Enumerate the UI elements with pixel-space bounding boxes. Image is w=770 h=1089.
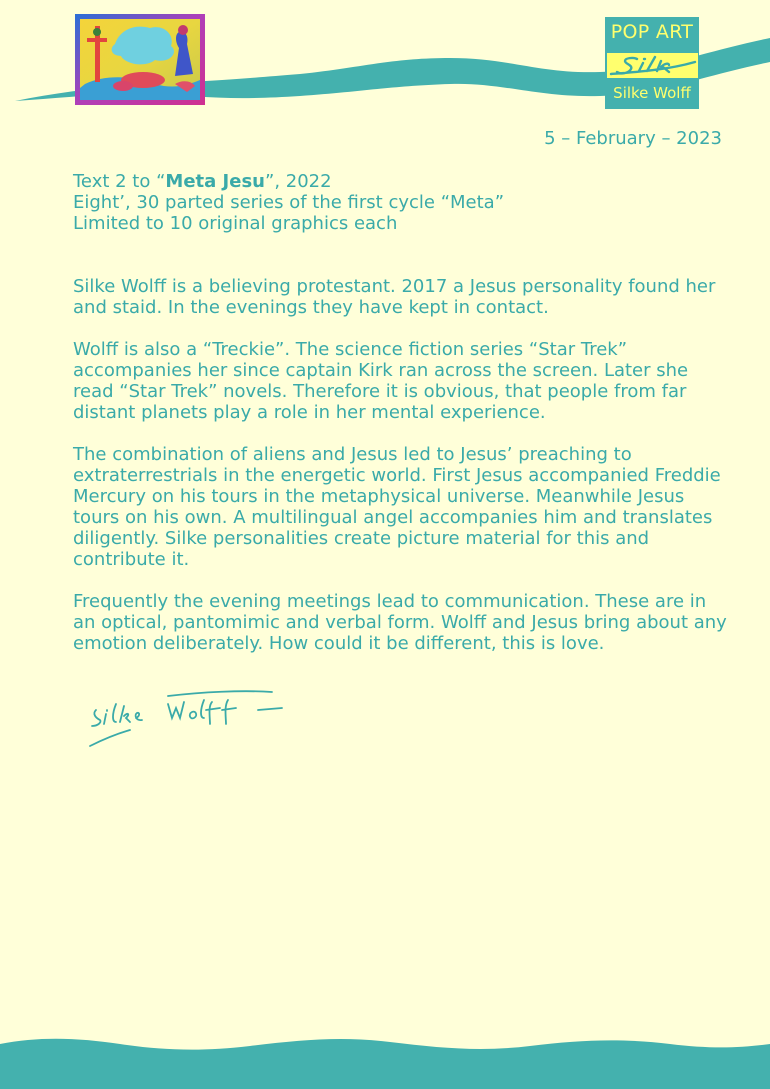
logo-artist-name: Silke Wolff — [613, 84, 691, 102]
heading-series-line: Eight’, 30 parted series of the first cycle “Meta” — [73, 192, 505, 213]
heading-title-line — [73, 171, 504, 192]
paragraph: The combination of aliens and Jesus led to Jesus’ preaching to extraterrestrials in the energetic world. First Jesus accompanied Freddie Mercury on his tours in the metaphysical universe. Meanwhile Jesus tours on his own. A multilingual angel accompanies him and translates diligently. Silke personalities create picture material for this and contribute it. — [73, 444, 721, 570]
title-prefix: Text 2 to “ — [73, 171, 166, 192]
title-suffix: ”, 2022 — [265, 171, 332, 192]
artwork-thumbnail — [75, 14, 205, 105]
paragraph: Frequently the evening meetings lead to communication. These are in an optical, pantomimic and verbal form. Wolff and Jesus bring about any emotion deliberately. How could it be different, this is love. — [73, 591, 727, 654]
pop-art-logo — [605, 17, 699, 109]
artwork-title: Meta Jesu — [165, 171, 265, 192]
logo-band — [607, 53, 698, 78]
footer-wave — [0, 1030, 770, 1089]
heading-edition-line: Limited to 10 original graphics each — [73, 213, 398, 234]
paragraph: Silke Wolff is a believing protestant. 2017 a Jesus personality found her and staid. In the evenings they have kept in contact. — [73, 276, 716, 318]
document-date: 5 – February – 2023 — [544, 128, 722, 149]
document-heading — [73, 171, 504, 234]
silk-script-logo — [607, 53, 698, 78]
logo-pop-art-label: POP ART — [610, 21, 694, 43]
handwritten-signature — [82, 684, 292, 754]
paragraph: Wolff is also a “Treckie”. The science fiction series “Star Trek” accompanies her since captain Kirk ran across the screen. Later she read “Star Trek” novels. Therefore it is obvious, that people from far distant planets play a role in her mental experience. — [73, 339, 689, 423]
document-body — [73, 276, 733, 675]
